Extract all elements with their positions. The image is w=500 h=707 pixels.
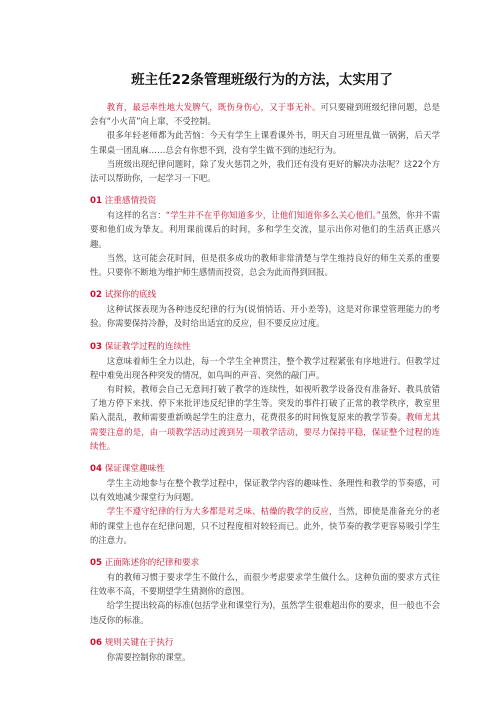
highlighted-text: 教师尤其需要注意的是，由一项教学活动过渡到另一项教学活动，要尽力保持平稳，保证整个过程的连续性。 (90, 412, 441, 451)
paragraph (90, 650, 440, 664)
section (90, 288, 440, 330)
paragraph (90, 302, 440, 330)
paragraph (90, 354, 440, 382)
section-heading (90, 340, 440, 354)
highlighted-text: 教育，最忌率性地大发脾气，既伤身伤心，又于事无补。 (106, 102, 321, 112)
section-heading-text: 保证课堂趣味性 (104, 464, 165, 475)
text-run: 有这样的名言： (106, 210, 166, 221)
section (90, 556, 440, 627)
text-run: 虽然，你并不需要和他们成为挚友。利用课前课后的时间，多和学生交流，显示出你对他们的生活真正感兴趣。 (90, 210, 441, 249)
text-run: 你需要控制你的课堂。 (106, 651, 191, 662)
text-run: 有的教师习惯于要求学生不做什么，而很少考虑要求学生做什么。这种负面的要求方式往往效率不高，不要期望学生猜测你的意图。 (90, 572, 440, 597)
section-heading (90, 556, 440, 570)
text-run: 给学生提出较高的标准(包括学业和课堂行为)，虽然学生很难超出你的要求，但一般也不会违反你的标准。 (90, 600, 440, 625)
sections (90, 194, 440, 664)
paragraph (90, 570, 440, 598)
section (90, 462, 440, 547)
section-heading (90, 194, 440, 208)
paragraph (90, 208, 440, 251)
text-run: 当然，即使是准备充分的老师的课堂上也存在纪律问题，只不过程度相对较轻而已。此外，快节奏的教学更容易吸引学生的注意力。 (90, 506, 440, 545)
section-heading (90, 288, 440, 302)
section-number: 02 (90, 290, 102, 301)
highlighted-text: 学生不遵守纪律的行为大多都是对乏味、枯燥的教学的反应， (106, 506, 338, 517)
text-run: 有时候，教师会自己无意间打破了教学的连续性，如视听教学设备没有准备好、教具放错了地方停下来找、停下来批评违反纪律的学生等。突发的事件打破了正常的教学秩序，教室里陷入混乱，教师需要重新唤起学生的注意力，花费很多的时间恢复原来的教学节奏。 (90, 384, 440, 423)
section-heading-text: 规则关键在于执行 (104, 637, 174, 648)
section-number: 01 (90, 196, 102, 207)
section-heading-text: 正面陈述你的纪律和要求 (104, 558, 200, 569)
paragraph (90, 157, 440, 185)
section-number: 03 (90, 341, 102, 352)
paragraph (90, 598, 440, 626)
section (90, 194, 440, 279)
intro (90, 100, 440, 185)
section-heading-text: 保证教学过程的连续性 (104, 341, 191, 352)
text-run: 学生主动地参与在整个教学过程中，保证教学内容的趣味性、条理性和教学的节奏感，可以有效地减少课堂行为问题。 (90, 478, 440, 503)
section-heading (90, 636, 440, 650)
text-run: 当班级出现纪律问题时，除了发火惩罚之外，我们还有没有更好的解决办法呢？这22个方法可以帮助你，一起学习一下吧。 (90, 158, 440, 184)
section-heading-text: 注重感情投资 (104, 196, 157, 207)
section (90, 340, 440, 453)
section (90, 636, 440, 664)
section-heading-text: 试探你的底线 (104, 290, 157, 301)
text-run: 很多年轻老师都为此苦恼：今天有学生上课看课外书，明天自习班里乱做一锅粥，后天学生课桌一团乱麻……总会有你想不到，没有学生做不到的违纪行为。 (90, 130, 440, 155)
paragraph (90, 251, 440, 279)
text-run: 这种试探表现为各种违反纪律的行为(说悄悄话、开小差等)，这是对你课堂管理能力的考验。你需要保持冷静，及时给出适宜的反应，但不要反应过度。 (90, 304, 440, 329)
highlighted-text: “学生并不在乎你知道多少，让他们知道你多么关心他们。” (165, 210, 382, 221)
paragraph (90, 100, 440, 128)
text-run: 这意味着师生全力以赴，每一个学生全神贯注，整个教学过程紧张有序地进行。但教学过程中难免出现各种突发的情况，如鸟叫的声音、突然的敲门声。 (90, 355, 440, 380)
section-number: 06 (90, 637, 102, 648)
paragraph (90, 382, 440, 453)
section-number: 05 (90, 558, 102, 569)
section-number: 04 (90, 464, 102, 475)
article-title: 班主任22条管理班级行为的方法，太实用了 (131, 72, 393, 88)
section-heading (90, 462, 440, 476)
paragraph (90, 476, 440, 504)
text-run: 当然，这可能会花时间，但是很多成功的教师非常清楚与学生维持良好的师生关系的重要性。只要你不断地为维护师生感情而投资，总会为此而得到回报。 (90, 252, 440, 278)
text-run: 可只要碰到班级纪律问题，总是会有“小火苗”向上窜，不受控制。 (90, 102, 440, 127)
paragraph (90, 128, 440, 156)
paragraph (90, 504, 440, 547)
